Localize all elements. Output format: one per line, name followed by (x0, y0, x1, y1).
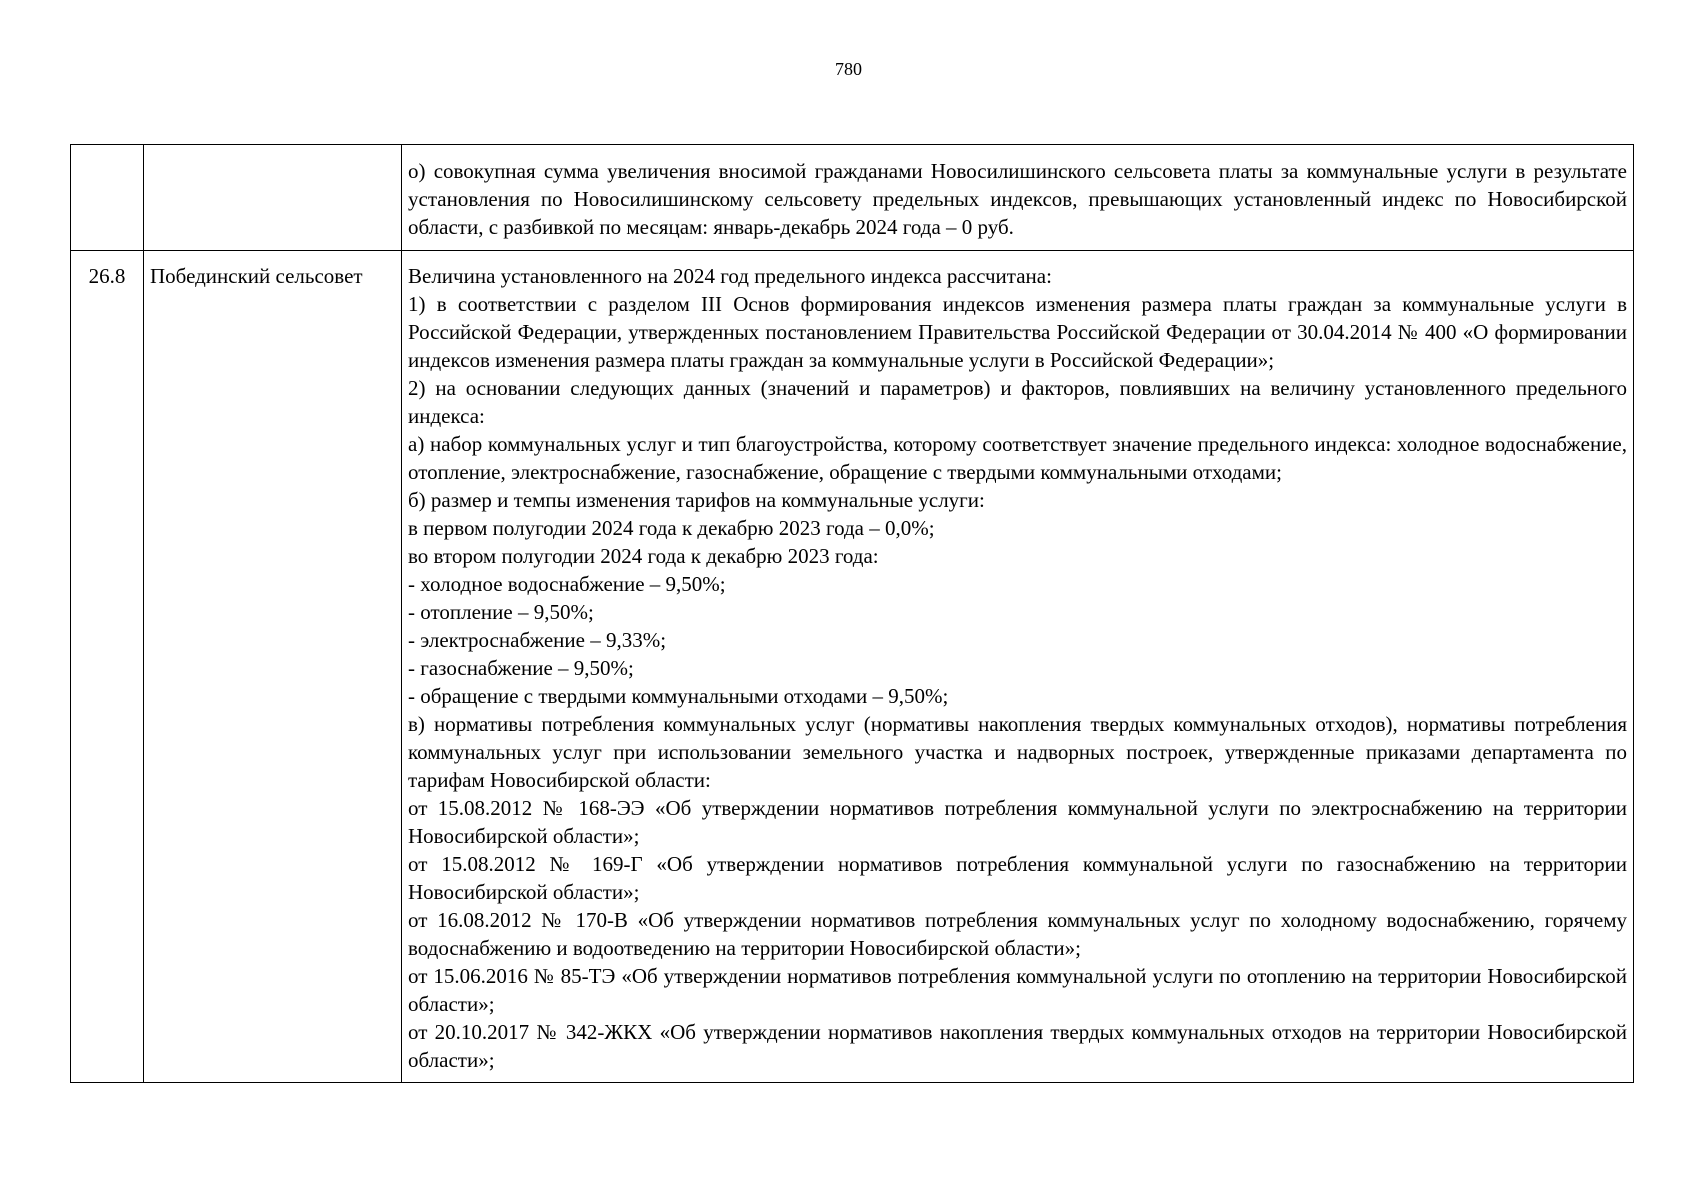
paragraph: в первом полугодии 2024 года к декабрю 2023 года – 0,0%; (408, 516, 935, 540)
paragraph: 2) на основании следующих данных (значений и параметров) и факторов, повлиявших на величину установленного предельного индекса: (408, 376, 1627, 428)
page-number: 780 (835, 59, 862, 79)
row-text-cell (402, 145, 1634, 251)
paragraph: от 16.08.2012 № 170-В «Об утверждении нормативов потребления коммунальных услуг по холодному водоснабжению, горячему водоснабжению и водоотведению на территории Новосибирской области»; (408, 908, 1627, 960)
paragraph: от 15.06.2016 № 85-ТЭ «Об утверждении нормативов потребления коммунальной услуги по отоплению на территории Новосибирской области»; (408, 964, 1627, 1016)
paragraph: в) нормативы потребления коммунальных услуг (нормативы накопления твердых коммунальных отходов), нормативы потребления коммунальных услуг при использовании земельного участка и надворных построек, утвержденные приказами департамента по тарифам Новосибирской области: (408, 712, 1627, 792)
paragraph: - холодное водоснабжение – 9,50%; (408, 572, 726, 596)
paragraph: - электроснабжение – 9,33%; (408, 628, 667, 652)
row-name-cell (144, 145, 402, 251)
paragraph: б) размер и темпы изменения тарифов на коммунальные услуги: (408, 488, 985, 512)
paragraph: во втором полугодии 2024 года к декабрю 2023 года: (408, 544, 879, 568)
row-name-cell: Побединский сельсовет (144, 251, 402, 1083)
table-row (71, 251, 1634, 1083)
paragraph: - газоснабжение – 9,50%; (408, 656, 634, 680)
paragraph: 1) в соответствии с разделом III Основ формирования индексов изменения размера платы граждан за коммунальные услуги в Российской Федерации, утвержденных постановлением Правительства Российской Федерации от 30.04.2014 № 400 «О формировании индексов изменения размера платы граждан за коммунальные услуги в Российской Федерации»; (408, 292, 1627, 372)
paragraph: - обращение с твердыми коммунальными отходами – 9,50%; (408, 684, 949, 708)
document-table (70, 144, 1634, 1083)
paragraph: от 15.08.2012 № 168-ЭЭ «Об утверждении нормативов потребления коммунальной услуги по электроснабжению на территории Новосибирской области»; (408, 796, 1627, 848)
paragraph: от 20.10.2017 № 342-ЖКХ «Об утверждении нормативов накопления твердых коммунальных отходов на территории Новосибирской области»; (408, 1020, 1627, 1072)
paragraph: а) набор коммунальных услуг и тип благоустройства, которому соответствует значение предельного индекса: холодное водоснабжение, отопление, электроснабжение, газоснабжение, обращение с твердыми коммунальными отходами; (408, 432, 1627, 484)
paragraph: от 15.08.2012 № 169-Г «Об утверждении нормативов потребления коммунальной услуги по газоснабжению на территории Новосибирской области»; (408, 852, 1627, 904)
row-number-cell (71, 145, 144, 251)
paragraph: Величина установленного на 2024 год предельного индекса рассчитана: (408, 264, 1052, 288)
paragraph: о) совокупная сумма увеличения вносимой гражданами Новосилишинского сельсовета платы за коммунальные услуги в результате установления по Новосилишинскому сельсовету предельных индексов, превышающих установленный индекс по Новосибирской области, с разбивкой по месяцам: январь-декабрь 2024 года – 0 руб. (408, 159, 1627, 239)
table-row (71, 145, 1634, 251)
row-number-cell: 26.8 (71, 251, 144, 1083)
paragraph: - отопление – 9,50%; (408, 600, 594, 624)
row-text-cell (402, 251, 1634, 1083)
